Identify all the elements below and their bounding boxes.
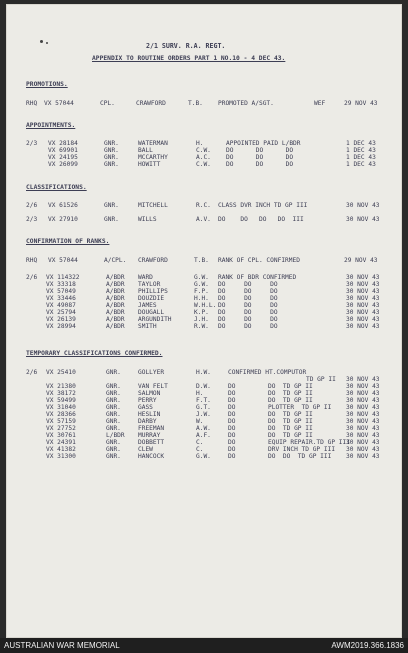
cell: MITCHELL <box>138 202 168 209</box>
cell: A.C. <box>196 154 211 161</box>
unit-title: 2/1 SURV. R.A. REGT. <box>146 42 226 50</box>
cell: VX 59499 <box>46 397 76 404</box>
cell: GNR. <box>106 453 121 460</box>
cell: 30 NOV 43 <box>346 202 380 209</box>
list-item <box>6 302 402 309</box>
cell: C.W. <box>196 147 211 154</box>
cell: A/BDR <box>106 316 125 323</box>
cell: 30 NOV 43 <box>346 446 380 453</box>
cell: D.W. <box>196 383 211 390</box>
cell: DOBBETT <box>138 439 165 446</box>
cell: GNR. <box>106 369 121 376</box>
cell: 30 NOV 43 <box>346 432 380 439</box>
cell: VX 27910 <box>48 216 78 223</box>
cell: VX 24391 <box>46 439 76 446</box>
cell: APPOINTED PAID L/BDR <box>226 140 301 147</box>
cell: DO DO DO <box>218 316 278 323</box>
cell: WEF <box>314 100 326 107</box>
cell: GNR. <box>106 411 121 418</box>
cell: VX 27752 <box>46 425 76 432</box>
list-item <box>6 274 402 281</box>
cell: VX 57049 <box>46 288 76 295</box>
cell: 2/6 <box>26 274 38 281</box>
cell: GNR. <box>104 161 119 168</box>
cell: RANK OF BDR CONFIRMED <box>218 274 297 281</box>
list-item <box>6 418 402 425</box>
punch-mark <box>46 42 48 44</box>
cell: 30 NOV 43 <box>346 390 380 397</box>
cell: CPL. <box>100 100 115 107</box>
list-item <box>6 140 402 147</box>
cell: SMITH <box>138 323 157 330</box>
cell: DO DO DO DO III <box>218 216 304 223</box>
cell: VX 57159 <box>46 418 76 425</box>
cell: DO TD GP II <box>268 397 313 404</box>
cell: VX 114322 <box>46 274 80 281</box>
list-item <box>6 309 402 316</box>
cell: DO <box>228 418 236 425</box>
cell: CLEW <box>138 446 153 453</box>
cell: DO DO DO <box>218 281 278 288</box>
cell: DO <box>228 439 236 446</box>
cell: K.P. <box>194 309 209 316</box>
cell: VX 31300 <box>46 453 76 460</box>
cell: 29 NOV 43 <box>344 100 378 107</box>
cell: 30 NOV 43 <box>346 425 380 432</box>
list-item <box>6 453 402 460</box>
cell: R.W. <box>194 323 209 330</box>
cell: VX 28994 <box>46 323 76 330</box>
cell: VX 33446 <box>46 295 76 302</box>
cell: 2/3 <box>26 216 38 223</box>
cell: WARD <box>138 274 153 281</box>
cell: 30 NOV 43 <box>346 411 380 418</box>
list-item <box>6 404 402 411</box>
cell: 30 NOV 43 <box>346 316 380 323</box>
cell: CLASS DVR INCH TD GP III <box>218 202 308 209</box>
cell: 30 NOV 43 <box>346 418 380 425</box>
cell: RHQ <box>26 100 38 107</box>
cell: DO <box>228 411 236 418</box>
cell: WATERMAN <box>138 140 168 147</box>
heading-appointments: APPOINTMENTS. <box>26 122 76 129</box>
cell: A/CPL. <box>104 257 127 264</box>
list-item <box>6 257 402 264</box>
cell: DO TD GP II <box>268 411 313 418</box>
cell: 30 NOV 43 <box>346 383 380 390</box>
cell: HESLIN <box>138 411 161 418</box>
cell: A/BDR <box>106 295 125 302</box>
document-subtitle: APPENDIX TO ROUTINE ORDERS PART 1 NO.10 - 4 DEC 43. <box>92 55 286 62</box>
cell: 30 NOV 43 <box>346 274 380 281</box>
cell: HANCOCK <box>138 453 165 460</box>
cell: 1 DEC 43 <box>346 147 376 154</box>
cell: 30 NOV 43 <box>346 216 380 223</box>
cell: SALMON <box>138 390 161 397</box>
cell: DO TD GP II <box>268 383 313 390</box>
cell: CRAWFORD <box>136 100 166 107</box>
heading-confirmation: CONFIRMATION OF RANKS. <box>26 238 110 245</box>
cell: DO DO DO <box>218 302 278 309</box>
cell: VX 21380 <box>46 383 76 390</box>
cell: DO DO DO <box>218 288 278 295</box>
cell: G.W. <box>194 274 209 281</box>
cell: C. <box>196 446 204 453</box>
list-item <box>6 100 402 107</box>
list-item <box>6 154 402 161</box>
cell: F.P. <box>194 288 209 295</box>
cell: VX 61526 <box>48 202 78 209</box>
cell: 30 NOV 43 <box>346 453 380 460</box>
cell: A/BDR <box>106 302 125 309</box>
cell: EQUIP REPAIR.TD GP III <box>268 439 350 446</box>
cell: RANK OF CPL. CONFIRMED <box>218 257 300 264</box>
cell: A/BDR <box>106 281 125 288</box>
cell: J.H. <box>194 316 209 323</box>
cell: WILLS <box>138 216 157 223</box>
cell: T.B. <box>194 257 209 264</box>
cell: DO <box>228 404 236 411</box>
cell: PERRY <box>138 397 157 404</box>
list-item <box>6 432 402 439</box>
cell: MCCARTHY <box>138 154 168 161</box>
cell: CRAWFORD <box>138 257 168 264</box>
cell: 30 NOV 43 <box>346 323 380 330</box>
list-item <box>6 202 402 209</box>
cell: GNR. <box>106 439 121 446</box>
list-item <box>6 288 402 295</box>
cell: H.W. <box>196 369 211 376</box>
cell: CONFIRMED HT.COMPUTOR <box>228 369 307 376</box>
cell: G.T. <box>196 404 211 411</box>
cell: DO <box>228 453 236 460</box>
list-item <box>6 216 402 223</box>
cell: 30 NOV 43 <box>346 309 380 316</box>
cell: W. <box>196 418 204 425</box>
cell: G.W. <box>194 281 209 288</box>
cell: 29 NOV 43 <box>344 257 378 264</box>
heading-promotions: PROMOTIONS. <box>26 81 68 88</box>
list-item <box>6 446 402 453</box>
cell: L/BDR <box>106 432 125 439</box>
list-item <box>6 369 402 376</box>
cell: DO <box>228 397 236 404</box>
cell: DO DO DO <box>226 147 294 154</box>
cell: GNR. <box>106 446 121 453</box>
cell: VX 38172 <box>46 390 76 397</box>
list-item <box>6 161 402 168</box>
cell: C.W. <box>196 161 211 168</box>
list-item <box>6 425 402 432</box>
list-item <box>6 390 402 397</box>
cell: G.W. <box>196 453 211 460</box>
cell: 30 NOV 43 <box>346 288 380 295</box>
cell: W.H.L. <box>194 302 217 309</box>
cell: 1 DEC 43 <box>346 161 376 168</box>
heading-temporary: TEMPORARY CLASSIFICATIONS CONFIRMED. <box>26 350 163 357</box>
cell: 30 NOV 43 <box>346 404 380 411</box>
cell: TAYLOR <box>138 281 161 288</box>
list-item <box>6 376 402 383</box>
cell: GNR. <box>106 383 121 390</box>
cell: VX 31040 <box>46 404 76 411</box>
cell: A/BDR <box>106 288 125 295</box>
cell: H. <box>196 390 204 397</box>
cell: DO <box>228 390 236 397</box>
cell: HOWITT <box>138 161 161 168</box>
cell: VX 26099 <box>48 161 78 168</box>
cell: ARGUNDITH <box>138 316 172 323</box>
cell: VX 28366 <box>46 411 76 418</box>
cell: 30 NOV 43 <box>346 295 380 302</box>
cell: DO DO DO <box>218 323 278 330</box>
cell: GNR. <box>106 390 121 397</box>
cell: DO DO DO <box>218 309 278 316</box>
cell: PLOTTER TD GP II <box>268 404 332 411</box>
cell: DO <box>228 446 236 453</box>
list-item <box>6 281 402 288</box>
cell: H.H. <box>194 295 209 302</box>
cell: VX 33318 <box>46 281 76 288</box>
cell: A/BDR <box>106 323 125 330</box>
list-item <box>6 439 402 446</box>
cell: A.F. <box>196 432 211 439</box>
cell: DRV INCH TD GP III <box>268 446 336 453</box>
cell: DO <box>228 383 236 390</box>
cell: DO DO TD GP III <box>268 453 332 460</box>
cell: VX 41382 <box>46 446 76 453</box>
cell: RHQ <box>26 257 38 264</box>
cell: 2/3 <box>26 140 38 147</box>
cell: VX 26139 <box>46 316 76 323</box>
cell: DO TD GP II <box>268 390 313 397</box>
cell: A.V. <box>196 216 211 223</box>
list-item <box>6 147 402 154</box>
cell: JAMES <box>138 302 157 309</box>
cell: 2/6 <box>26 202 38 209</box>
document-sheet <box>6 4 402 638</box>
cell: DOUZDIE <box>138 295 165 302</box>
cell: 30 NOV 43 <box>346 302 380 309</box>
cell: GNR. <box>104 140 119 147</box>
cell: J.W. <box>196 411 211 418</box>
list-item <box>6 316 402 323</box>
cell: DARBY <box>138 418 157 425</box>
cell: GNR. <box>104 147 119 154</box>
cell: DO TD GP II <box>268 418 313 425</box>
cell: VX 30761 <box>46 432 76 439</box>
list-item <box>6 411 402 418</box>
cell: C. <box>196 439 204 446</box>
cell: 2/6 <box>26 369 38 376</box>
cell: GOLLYER <box>138 369 165 376</box>
cell: GNR. <box>106 418 121 425</box>
cell: F.T. <box>196 397 211 404</box>
heading-classifications: CLASSIFICATIONS. <box>26 184 87 191</box>
cell: VX 49087 <box>46 302 76 309</box>
cell: A/BDR <box>106 274 125 281</box>
cell: A.W. <box>196 425 211 432</box>
cell: GNR. <box>104 154 119 161</box>
cell: 30 NOV 43 <box>346 439 380 446</box>
cell: GASS <box>138 404 153 411</box>
cell: VX 57044 <box>48 257 78 264</box>
punch-mark <box>40 40 43 43</box>
cell: T.B. <box>188 100 203 107</box>
cell: VX 57044 <box>44 100 74 107</box>
cell: DO <box>228 425 236 432</box>
cell: 30 NOV 43 <box>346 281 380 288</box>
cell: DO DO DO <box>226 161 294 168</box>
footer-left: AUSTRALIAN WAR MEMORIAL <box>4 641 120 650</box>
cell: DO DO DO <box>218 295 278 302</box>
cell: GNR. <box>104 202 119 209</box>
footer-right: AWM2019.366.1836 <box>331 641 404 650</box>
cell: BALL <box>138 147 153 154</box>
cell: 1 DEC 43 <box>346 140 376 147</box>
cell: A/BDR <box>106 309 125 316</box>
cell: DO TD GP II <box>268 432 313 439</box>
cell: VX 69901 <box>48 147 78 154</box>
cell: R.C. <box>196 202 211 209</box>
cell: PHILLIPS <box>138 288 168 295</box>
list-item <box>6 397 402 404</box>
list-item <box>6 323 402 330</box>
cell: VX 28184 <box>48 140 78 147</box>
cell: VX 25794 <box>46 309 76 316</box>
cell: GNR. <box>106 404 121 411</box>
archive-footer <box>0 638 408 653</box>
cell: VAN FELT <box>138 383 168 390</box>
cell: DO <box>228 432 236 439</box>
cell: H. <box>196 140 204 147</box>
cell: 30 NOV 43 <box>346 397 380 404</box>
cell: 30 NOV 43 <box>346 376 380 383</box>
cell: VX 25410 <box>46 369 76 376</box>
cell: 1 DEC 43 <box>346 154 376 161</box>
list-item <box>6 295 402 302</box>
cell: FREEMAN <box>138 425 165 432</box>
cell: VX 24195 <box>48 154 78 161</box>
cell: TD GP II <box>306 376 336 383</box>
cell: DO TD GP II <box>268 425 313 432</box>
cell: MURRAY <box>138 432 161 439</box>
cell: DO DO DO <box>226 154 294 161</box>
cell: GNR. <box>104 216 119 223</box>
cell: PROMOTED A/SGT. <box>218 100 274 107</box>
cell: DOUGALL <box>138 309 165 316</box>
cell: GNR. <box>106 425 121 432</box>
cell: GNR. <box>106 397 121 404</box>
list-item <box>6 383 402 390</box>
